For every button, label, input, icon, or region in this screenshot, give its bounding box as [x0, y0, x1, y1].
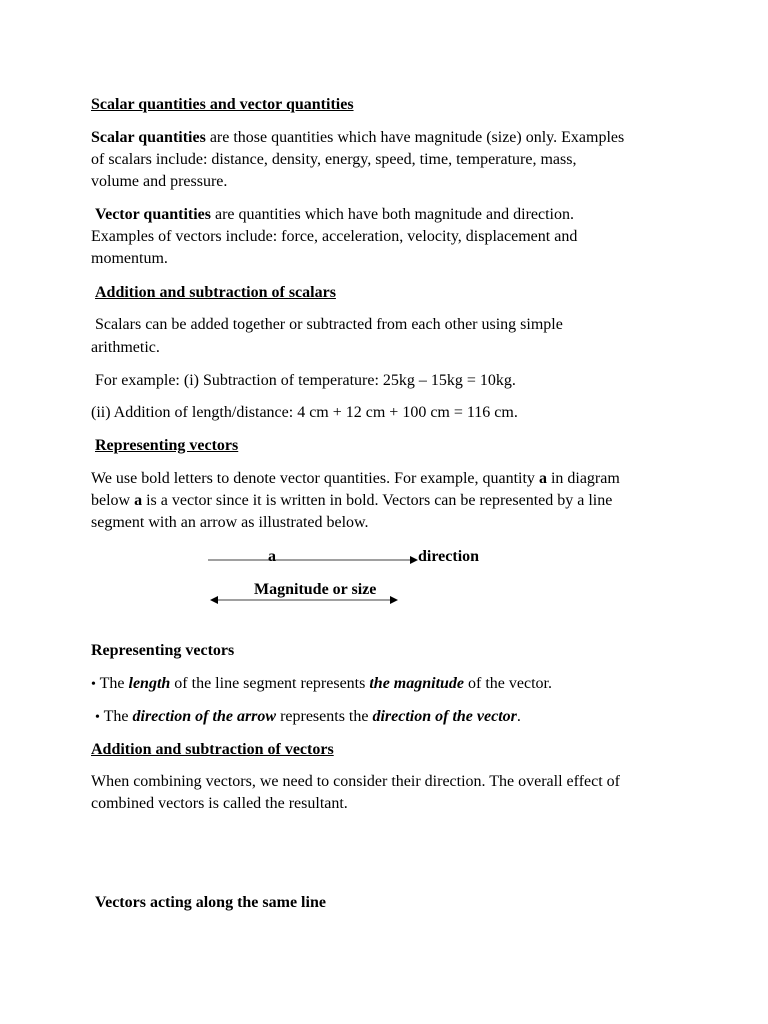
bullet-point: • [95, 710, 100, 725]
bullet-point: • [91, 677, 96, 692]
combining-line-2: combined vectors is called the resultant. [91, 795, 348, 812]
heading-representing-vectors: Representing vectors [95, 437, 239, 454]
example-addition: (ii) Addition of length/distance: 4 cm + 12 cm + 100 cm = 116 cm. [91, 404, 518, 421]
heading-same-line: Vectors acting along the same line [95, 894, 326, 911]
scalars-paragraph-line-2: arithmetic. [91, 339, 160, 356]
vector-def-line-2: Examples of vectors include: force, acceleration, velocity, displacement and [91, 228, 578, 245]
scalar-term: Scalar quantities [91, 129, 206, 146]
scalar-def-line-1: Scalar quantities are those quantities which have magnitude (size) only. Examples [91, 129, 625, 146]
heading-scalar-vector: Scalar quantities and vector quantities [91, 96, 354, 113]
heading-vector-addition: Addition and subtraction of vectors [91, 741, 334, 758]
example-subtraction: For example: (i) Subtraction of temperature: 25kg – 15kg = 10kg. [95, 372, 516, 389]
magnitude-label: Magnitude or size [254, 581, 377, 598]
combining-line-1: When combining vectors, we need to consider their direction. The overall effect of [91, 773, 620, 790]
heading-scalar-addition: Addition and subtraction of scalars [95, 284, 336, 301]
vector-term: Vector quantities [95, 206, 211, 223]
heading-representing-vectors-2: Representing vectors [91, 642, 235, 659]
bullet-direction: • The direction of the arrow represents the direction of the vector. [95, 708, 521, 725]
magnitude-left-arrowhead [210, 596, 218, 604]
scalar-def-line-2: of scalars include: distance, density, energy, speed, time, temperature, mass, [91, 151, 577, 168]
bullet-length: • The length of the line segment represents the magnitude of the vector. [91, 675, 552, 692]
vector-a-arrowhead [410, 556, 418, 564]
scalar-def-line-3: volume and pressure. [91, 173, 228, 190]
representing-line-2: below a is a vector since it is written in bold. Vectors can be represented by a line [91, 492, 613, 509]
magnitude-right-arrowhead [390, 596, 398, 604]
representing-line-1: We use bold letters to denote vector quantities. For example, quantity a in diagram [91, 470, 620, 487]
representing-line-3: segment with an arrow as illustrated below. [91, 514, 369, 531]
vector-a-label: a [268, 548, 276, 565]
scalars-paragraph-line-1: Scalars can be added together or subtracted from each other using simple [95, 316, 563, 333]
direction-label: direction [418, 548, 480, 565]
vector-def-line-1: Vector quantities are quantities which have both magnitude and direction. [95, 206, 574, 223]
vector-def-line-3: momentum. [91, 250, 168, 267]
